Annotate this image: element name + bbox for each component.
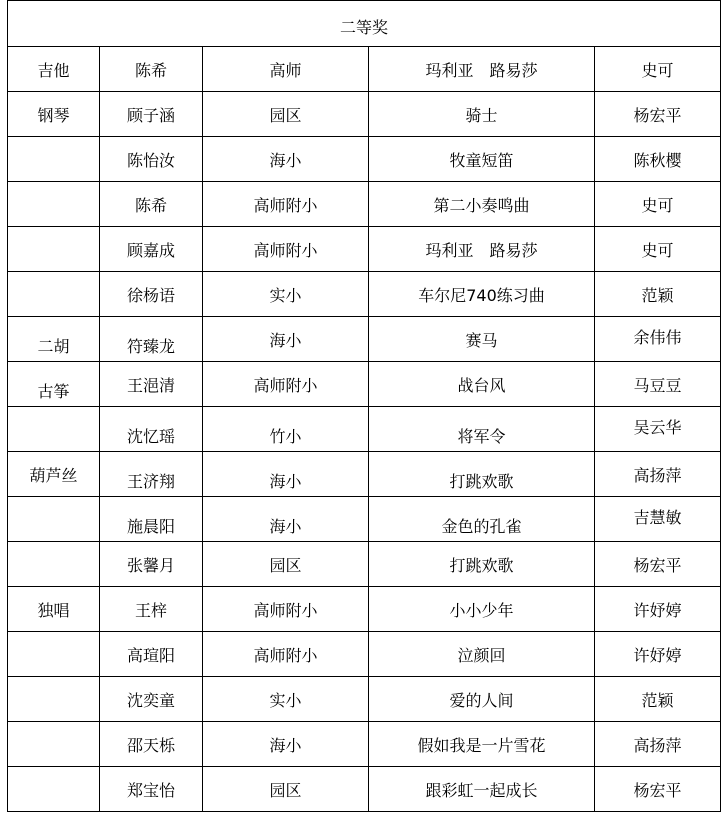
cell-teacher: 范颖 [595,677,721,722]
cell-category [8,632,100,677]
cell-name: 徐杨语 [100,272,203,317]
cell-name: 郑宝怡 [100,767,203,812]
cell-category [8,722,100,767]
cell-school: 高师附小 [203,632,369,677]
table-row [8,47,721,92]
cell-teacher: 吉慧敏 [595,497,721,542]
cell-teacher: 杨宏平 [595,767,721,812]
cell-name: 顾嘉成 [100,227,203,272]
cell-school: 高师附小 [203,362,369,407]
cell-school: 海小 [203,452,369,497]
cell-name: 陈怡汝 [100,137,203,182]
cell-name: 邵天栎 [100,722,203,767]
cell-piece: 假如我是一片雪花 [369,722,595,767]
cell-name: 陈希 [100,47,203,92]
cell-category [8,272,100,317]
cell-name: 王梓 [100,587,203,632]
cell-teacher: 史可 [595,182,721,227]
cell-school: 高师附小 [203,182,369,227]
cell-name: 沈奕童 [100,677,203,722]
cell-teacher: 许妤婷 [595,587,721,632]
cell-teacher: 史可 [595,47,721,92]
cell-piece: 赛马 [369,317,595,362]
cell-category [8,497,100,542]
cell-school: 园区 [203,542,369,587]
cell-category: 二胡 [8,317,100,362]
cell-category [8,677,100,722]
table-title: 二等奖 [8,1,721,47]
table-row [8,722,721,767]
table-row [8,182,721,227]
cell-school: 高师附小 [203,587,369,632]
cell-school: 海小 [203,317,369,362]
cell-school: 实小 [203,272,369,317]
table-row [8,587,721,632]
cell-school: 海小 [203,722,369,767]
cell-category [8,137,100,182]
cell-piece: 打跳欢歌 [369,542,595,587]
cell-piece: 打跳欢歌 [369,452,595,497]
cell-school: 高师附小 [203,227,369,272]
cell-school: 园区 [203,767,369,812]
table-row [8,677,721,722]
cell-category [8,767,100,812]
cell-piece: 跟彩虹一起成长 [369,767,595,812]
cell-teacher: 余伟伟 [595,317,721,362]
cell-school: 海小 [203,137,369,182]
cell-teacher: 陈秋樱 [595,137,721,182]
table-row [8,272,721,317]
cell-teacher: 史可 [595,227,721,272]
cell-teacher: 范颖 [595,272,721,317]
cell-piece: 将军令 [369,407,595,452]
cell-teacher: 高扬萍 [595,722,721,767]
table-row [8,497,721,542]
cell-category [8,407,100,452]
cell-school: 园区 [203,92,369,137]
cell-school: 高师 [203,47,369,92]
cell-name: 顾子涵 [100,92,203,137]
cell-name: 陈希 [100,182,203,227]
cell-piece: 战台风 [369,362,595,407]
table-row [8,452,721,497]
cell-teacher: 杨宏平 [595,542,721,587]
cell-name: 符臻龙 [100,317,203,362]
cell-name: 王济翔 [100,452,203,497]
cell-name: 王浥清 [100,362,203,407]
cell-school: 海小 [203,497,369,542]
cell-piece: 玛利亚 路易莎 [369,47,595,92]
table-row [8,407,721,452]
cell-piece: 金色的孔雀 [369,497,595,542]
cell-name: 高瑄阳 [100,632,203,677]
cell-teacher: 许妤婷 [595,632,721,677]
table-row [8,542,721,587]
cell-piece: 第二小奏鸣曲 [369,182,595,227]
cell-category [8,227,100,272]
cell-piece: 车尔尼740练习曲 [369,272,595,317]
award-table [7,0,721,812]
cell-piece: 爱的人间 [369,677,595,722]
cell-piece: 小小少年 [369,587,595,632]
cell-category: 葫芦丝 [8,452,100,497]
cell-name: 沈忆瑶 [100,407,203,452]
cell-category: 吉他 [8,47,100,92]
cell-category: 古筝 [8,362,100,407]
cell-category: 独唱 [8,587,100,632]
cell-category [8,182,100,227]
cell-teacher: 高扬萍 [595,452,721,497]
cell-teacher: 吴云华 [595,407,721,452]
cell-piece: 牧童短笛 [369,137,595,182]
cell-piece: 泣颜回 [369,632,595,677]
cell-school: 竹小 [203,407,369,452]
cell-name: 张馨月 [100,542,203,587]
cell-piece: 骑士 [369,92,595,137]
table-row [8,137,721,182]
cell-name: 施晨阳 [100,497,203,542]
table-row [8,632,721,677]
cell-teacher: 马豆豆 [595,362,721,407]
table-row [8,767,721,812]
table-row [8,227,721,272]
cell-piece: 玛利亚 路易莎 [369,227,595,272]
table-row [8,317,721,362]
cell-category: 钢琴 [8,92,100,137]
table-row [8,362,721,407]
cell-category [8,542,100,587]
cell-teacher: 杨宏平 [595,92,721,137]
cell-school: 实小 [203,677,369,722]
table-row [8,92,721,137]
